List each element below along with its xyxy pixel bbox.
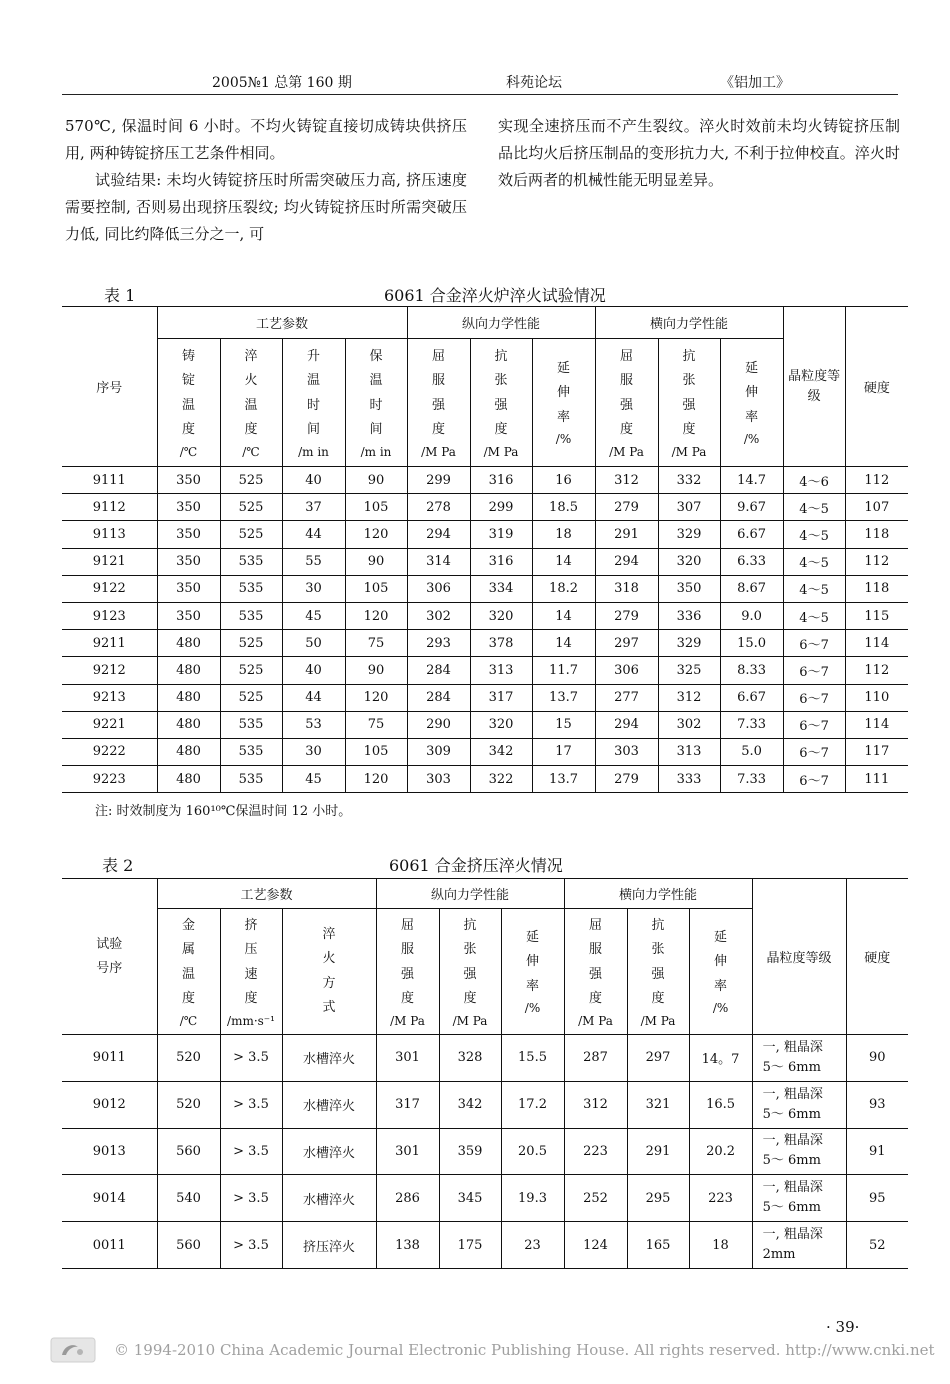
table-cell: 75 xyxy=(345,711,407,738)
table-cell: 118 xyxy=(845,575,908,602)
table-cell: 480 xyxy=(157,711,220,738)
table-cell: 306 xyxy=(595,657,658,684)
grain-cell xyxy=(752,1081,846,1128)
table-cell: 114 xyxy=(845,711,908,738)
table-cell: 297 xyxy=(595,630,658,657)
table-cell: 294 xyxy=(407,521,470,548)
table-cell: 295 xyxy=(627,1175,689,1222)
table-cell: 117 xyxy=(845,738,908,765)
table1-head-c4: 保温时间 /m in xyxy=(345,339,407,467)
table-cell: 303 xyxy=(407,766,470,793)
table-cell: 535 xyxy=(220,711,282,738)
table-cell: 378 xyxy=(470,630,532,657)
table-cell: 7.33 xyxy=(720,711,783,738)
table-cell: 302 xyxy=(658,711,720,738)
table-cell: 560 xyxy=(157,1222,220,1269)
table2 xyxy=(62,878,908,1269)
table-cell: 480 xyxy=(157,657,220,684)
table-cell: 540 xyxy=(157,1175,220,1222)
table-cell: 328 xyxy=(439,1035,501,1082)
table-cell: 45 xyxy=(282,602,345,629)
table-cell: 112 xyxy=(845,467,908,494)
table-cell: 334 xyxy=(470,575,532,602)
grain-cell xyxy=(752,1175,846,1222)
table-cell: 6～7 xyxy=(783,657,845,684)
table-cell: 14 xyxy=(532,548,595,575)
table1-head-c10: 延伸率 /% xyxy=(720,339,783,467)
right-paragraph-1: 实现全速挤压而不产生裂纹。淬火时效前未均火铸锭挤压制品比均火后挤压制品的变形抗力大, 不利于拉伸校直。淬火时效后两者的机械性能无明显差异。 xyxy=(498,117,900,189)
grain-line-2: 2mm xyxy=(762,1247,796,1263)
table-cell: 14 xyxy=(532,602,595,629)
table2-head-grain: 晶粒度等级 xyxy=(752,879,846,1035)
table-row xyxy=(62,630,908,657)
table-cell: 120 xyxy=(345,684,407,711)
table2-title: 6061 合金挤压淬火情况 xyxy=(389,856,563,875)
table-cell: 18.2 xyxy=(532,575,595,602)
table-cell: 279 xyxy=(595,494,658,521)
table1-head-c1: 铸锭温度 /℃ xyxy=(157,339,220,467)
table-cell: 75 xyxy=(345,630,407,657)
left-paragraph-2: 试验结果: 未均火铸锭挤压时所需突破压力高, 挤压速度需要控制, 否则易出现挤压裂纹; 均火铸锭挤压时所需突破压力低, 同比约降低三分之一, 可 xyxy=(65,171,467,243)
table-cell: 120 xyxy=(345,521,407,548)
table-cell: 14.7 xyxy=(720,467,783,494)
table-cell: 560 xyxy=(157,1128,220,1175)
table-row xyxy=(62,1128,908,1175)
table-cell: 319 xyxy=(470,521,532,548)
table-cell: 9011 xyxy=(62,1035,157,1082)
table-cell: 309 xyxy=(407,738,470,765)
table-cell: 8.67 xyxy=(720,575,783,602)
table-cell: 313 xyxy=(470,657,532,684)
grain-line-1: 一, 粗晶深 xyxy=(762,1086,823,1102)
table-row xyxy=(62,575,908,602)
table-cell: 313 xyxy=(658,738,720,765)
table-cell: 520 xyxy=(157,1035,220,1082)
table-cell: 9.67 xyxy=(720,494,783,521)
table2-head-c7: 屈服强度 /M Pa xyxy=(564,909,627,1035)
table-cell: 9223 xyxy=(62,766,157,793)
table-cell: 322 xyxy=(470,766,532,793)
table-cell: 350 xyxy=(157,602,220,629)
table2-head-process: 工艺参数 xyxy=(157,879,376,909)
table-cell: 9111 xyxy=(62,467,157,494)
table-cell: 8.33 xyxy=(720,657,783,684)
left-paragraph-1: 570℃, 保温时间 6 小时。不均火铸锭直接切成铸块供挤压用, 两种铸锭挤压工艺条件相同。 xyxy=(65,117,467,162)
table1-label: 表 1 xyxy=(104,286,136,305)
table-cell: 317 xyxy=(470,684,532,711)
table-cell: 277 xyxy=(595,684,658,711)
table-cell: 294 xyxy=(595,548,658,575)
table-cell: 90 xyxy=(345,548,407,575)
table-cell: 480 xyxy=(157,738,220,765)
table-cell: 120 xyxy=(345,602,407,629)
table-cell: 112 xyxy=(845,548,908,575)
table-cell: 15 xyxy=(532,711,595,738)
table-cell: 535 xyxy=(220,766,282,793)
table2-head-c4: 屈服强度 /M Pa xyxy=(376,909,439,1035)
table-cell: 挤压淬火 xyxy=(282,1222,376,1269)
table-cell: 40 xyxy=(282,657,345,684)
table-cell: > 3.5 xyxy=(220,1081,282,1128)
table-cell: 480 xyxy=(157,684,220,711)
table1-head-c8: 屈服强度 /M Pa xyxy=(595,339,658,467)
table-cell: 4～5 xyxy=(783,494,845,521)
table-row xyxy=(62,684,908,711)
table1-group-row xyxy=(62,307,908,339)
table-cell: 278 xyxy=(407,494,470,521)
table-cell: 18.5 xyxy=(532,494,595,521)
table-cell: 316 xyxy=(470,548,532,575)
table-cell: 252 xyxy=(564,1175,627,1222)
right-column xyxy=(498,113,900,194)
table-cell: 291 xyxy=(595,521,658,548)
table-cell: 4～5 xyxy=(783,521,845,548)
table-cell: 30 xyxy=(282,575,345,602)
grain-line-1: 一, 粗晶深 xyxy=(762,1180,823,1196)
copyright-text: © 1994-2010 China Academic Journal Electronic Publishing House. All rights reserved. http://www.cnki.net xyxy=(114,1341,935,1359)
table-cell: 111 xyxy=(845,766,908,793)
table-cell: 105 xyxy=(345,738,407,765)
table-cell: 317 xyxy=(376,1081,439,1128)
table-cell: 350 xyxy=(157,521,220,548)
table-cell: 299 xyxy=(407,467,470,494)
table-cell: 9123 xyxy=(62,602,157,629)
table-cell: 325 xyxy=(658,657,720,684)
table-row xyxy=(62,467,908,494)
table-cell: 9012 xyxy=(62,1081,157,1128)
table-cell: 345 xyxy=(439,1175,501,1222)
table2-head-c5: 抗张强度 /M Pa xyxy=(439,909,501,1035)
table-cell: 9.0 xyxy=(720,602,783,629)
table-cell: 107 xyxy=(845,494,908,521)
table1-subhead-row xyxy=(62,339,908,467)
table2-head-c3: 淬火方式 xyxy=(282,909,376,1035)
table-cell: 9121 xyxy=(62,548,157,575)
table-cell: 535 xyxy=(220,602,282,629)
table-cell: 165 xyxy=(627,1222,689,1269)
table-cell: 291 xyxy=(627,1128,689,1175)
table-row xyxy=(62,711,908,738)
table-row xyxy=(62,738,908,765)
table-cell: 287 xyxy=(564,1035,627,1082)
table-cell: 301 xyxy=(376,1035,439,1082)
grain-cell xyxy=(752,1222,846,1269)
table-cell: 17.2 xyxy=(501,1081,564,1128)
table-cell: 18 xyxy=(532,521,595,548)
table2-head-c8: 抗张强度 /M Pa xyxy=(627,909,689,1035)
table-cell: 90 xyxy=(345,467,407,494)
left-column xyxy=(65,113,467,248)
table-cell: 329 xyxy=(658,630,720,657)
table-cell: 50 xyxy=(282,630,345,657)
table-cell: 314 xyxy=(407,548,470,575)
table-cell: 312 xyxy=(658,684,720,711)
table-cell: 279 xyxy=(595,766,658,793)
table-cell: 6.33 xyxy=(720,548,783,575)
cnki-logo-icon xyxy=(50,1337,96,1363)
table-cell: 279 xyxy=(595,602,658,629)
table-cell: 297 xyxy=(627,1035,689,1082)
table-cell: 115 xyxy=(845,602,908,629)
table-cell: 6.67 xyxy=(720,684,783,711)
table-cell: 13.7 xyxy=(532,684,595,711)
table-cell: 水槽淬火 xyxy=(282,1081,376,1128)
table1-head-seq: 序号 xyxy=(62,307,157,467)
table-cell: 44 xyxy=(282,684,345,711)
table-row xyxy=(62,602,908,629)
table-cell: 95 xyxy=(846,1175,908,1222)
table-cell: 302 xyxy=(407,602,470,629)
table-cell: 55 xyxy=(282,548,345,575)
table-cell: 9013 xyxy=(62,1128,157,1175)
table-cell: 9212 xyxy=(62,657,157,684)
grain-cell xyxy=(752,1035,846,1082)
table-cell: 9113 xyxy=(62,521,157,548)
table-cell: 307 xyxy=(658,494,720,521)
table-cell: 水槽淬火 xyxy=(282,1128,376,1175)
table-cell: 7.33 xyxy=(720,766,783,793)
table-cell: 9222 xyxy=(62,738,157,765)
table-cell: 6～7 xyxy=(783,738,845,765)
table-cell: 15.5 xyxy=(501,1035,564,1082)
table-cell: 294 xyxy=(595,711,658,738)
table1-head-c5: 屈服强度 /M Pa xyxy=(407,339,470,467)
grain-line-2: 5～ 6mm xyxy=(762,1059,821,1075)
table-cell: 525 xyxy=(220,657,282,684)
table-cell: > 3.5 xyxy=(220,1128,282,1175)
table-cell: 16.5 xyxy=(689,1081,752,1128)
table-cell: 17 xyxy=(532,738,595,765)
table-cell: 118 xyxy=(845,521,908,548)
table-cell: 301 xyxy=(376,1128,439,1175)
table-cell: 223 xyxy=(689,1175,752,1222)
table1-title: 6061 合金淬火炉淬火试验情况 xyxy=(384,286,606,305)
table-cell: 93 xyxy=(846,1081,908,1128)
table-cell: 336 xyxy=(658,602,720,629)
table-cell: 290 xyxy=(407,711,470,738)
table2-head-seq: 试验号序 xyxy=(62,879,157,1035)
grain-line-2: 5～ 6mm xyxy=(762,1106,821,1122)
table-cell: 112 xyxy=(845,657,908,684)
table-cell: 535 xyxy=(220,548,282,575)
table-cell: 11.7 xyxy=(532,657,595,684)
table-cell: 16 xyxy=(532,467,595,494)
grain-line-1: 一, 粗晶深 xyxy=(762,1227,823,1243)
page-number: · 39· xyxy=(826,1318,860,1336)
table-cell: 312 xyxy=(595,467,658,494)
table-cell: 0011 xyxy=(62,1222,157,1269)
table1-head-hard: 硬度 xyxy=(845,307,908,467)
table-cell: 44 xyxy=(282,521,345,548)
table-cell: 535 xyxy=(220,575,282,602)
table1-note: 注: 时效制度为 160¹⁰℃保温时间 12 小时。 xyxy=(95,804,352,819)
grain-line-1: 一, 粗晶深 xyxy=(762,1039,823,1055)
table2-head-c1: 金属温度 /℃ xyxy=(157,909,220,1035)
table1-head-c6: 抗张强度 /M Pa xyxy=(470,339,532,467)
table-cell: 316 xyxy=(470,467,532,494)
table-cell: 90 xyxy=(345,657,407,684)
table2-group-row xyxy=(62,879,908,909)
table-cell: 105 xyxy=(345,494,407,521)
table1-head-c3: 升温时间 /m in xyxy=(282,339,345,467)
table-cell: 138 xyxy=(376,1222,439,1269)
table-cell: 110 xyxy=(845,684,908,711)
table-cell: 14 xyxy=(532,630,595,657)
table-row xyxy=(62,1081,908,1128)
table-cell: 320 xyxy=(658,548,720,575)
table-cell: 320 xyxy=(470,711,532,738)
table-cell: 350 xyxy=(658,575,720,602)
table-cell: 20.2 xyxy=(689,1128,752,1175)
table-cell: 6.67 xyxy=(720,521,783,548)
table-cell: 525 xyxy=(220,467,282,494)
table-cell: > 3.5 xyxy=(220,1175,282,1222)
table-cell: 14。7 xyxy=(689,1035,752,1082)
table-cell: 350 xyxy=(157,494,220,521)
table-row xyxy=(62,1035,908,1082)
table-cell: 318 xyxy=(595,575,658,602)
table-cell: 342 xyxy=(439,1081,501,1128)
table-cell: 水槽淬火 xyxy=(282,1035,376,1082)
table-cell: 18 xyxy=(689,1222,752,1269)
table-cell: 525 xyxy=(220,630,282,657)
table-cell: 480 xyxy=(157,630,220,657)
table-cell: 332 xyxy=(658,467,720,494)
table-cell: 13.7 xyxy=(532,766,595,793)
table-row xyxy=(62,657,908,684)
table-cell: 105 xyxy=(345,575,407,602)
table1-body xyxy=(62,467,908,793)
table2-head-trans: 横向力学性能 xyxy=(564,879,752,909)
table-cell: 223 xyxy=(564,1128,627,1175)
table1-head-c2: 淬火温度 /℃ xyxy=(220,339,282,467)
table-row xyxy=(62,494,908,521)
table1-head-trans: 横向力学性能 xyxy=(595,307,783,339)
table-cell: 525 xyxy=(220,684,282,711)
running-header xyxy=(62,70,898,95)
table-cell: 312 xyxy=(564,1081,627,1128)
table2-head-c2: 挤压速度 /mm·s⁻¹ xyxy=(220,909,282,1035)
table-cell: 299 xyxy=(470,494,532,521)
table-cell: 20.5 xyxy=(501,1128,564,1175)
table-row xyxy=(62,548,908,575)
section-label: 科苑论坛 xyxy=(506,75,562,91)
grain-line-2: 5～ 6mm xyxy=(762,1200,821,1216)
table-cell: 23 xyxy=(501,1222,564,1269)
table-cell: 4～6 xyxy=(783,467,845,494)
table-cell: 6～7 xyxy=(783,630,845,657)
table-cell: 284 xyxy=(407,684,470,711)
table-cell: 359 xyxy=(439,1128,501,1175)
grain-line-2: 5～ 6mm xyxy=(762,1153,821,1169)
table-cell: 284 xyxy=(407,657,470,684)
table-cell: 9213 xyxy=(62,684,157,711)
table-cell: 350 xyxy=(157,575,220,602)
table-row xyxy=(62,766,908,793)
table-cell: 9014 xyxy=(62,1175,157,1222)
table-cell: 37 xyxy=(282,494,345,521)
table-row xyxy=(62,521,908,548)
table-cell: 90 xyxy=(846,1035,908,1082)
grain-cell xyxy=(752,1128,846,1175)
table-cell: 333 xyxy=(658,766,720,793)
table-cell: 91 xyxy=(846,1128,908,1175)
table-cell: 5.0 xyxy=(720,738,783,765)
table-row xyxy=(62,1222,908,1269)
table1-head-c9: 抗张强度 /M Pa xyxy=(658,339,720,467)
table-cell: 329 xyxy=(658,521,720,548)
table2-head-c6: 延伸率 /% xyxy=(501,909,564,1035)
table1-head-grain: 晶粒度等级 xyxy=(783,307,845,467)
table-cell: 321 xyxy=(627,1081,689,1128)
table-cell: 320 xyxy=(470,602,532,629)
grain-line-1: 一, 粗晶深 xyxy=(762,1133,823,1149)
table2-body xyxy=(62,1035,908,1269)
table-cell: 4～5 xyxy=(783,548,845,575)
table-cell: 15.0 xyxy=(720,630,783,657)
table-cell: 53 xyxy=(282,711,345,738)
table-cell: 9112 xyxy=(62,494,157,521)
table2-head-hard: 硬度 xyxy=(846,879,908,1035)
table-cell: 6～7 xyxy=(783,684,845,711)
table1 xyxy=(62,306,908,793)
table-cell: 6～7 xyxy=(783,711,845,738)
journal-label: 《铝加工》 xyxy=(720,75,790,91)
table-cell: 535 xyxy=(220,738,282,765)
table-cell: 114 xyxy=(845,630,908,657)
table-cell: 水槽淬火 xyxy=(282,1175,376,1222)
table-cell: 350 xyxy=(157,467,220,494)
table1-head-long: 纵向力学性能 xyxy=(407,307,595,339)
table2-head-c9: 延伸率 /% xyxy=(689,909,752,1035)
table-cell: 9211 xyxy=(62,630,157,657)
table-cell: 350 xyxy=(157,548,220,575)
table-cell: 30 xyxy=(282,738,345,765)
issue-label: 2005№1 总第 160 期 xyxy=(212,75,352,91)
table-cell: 4～5 xyxy=(783,575,845,602)
table-cell: 342 xyxy=(470,738,532,765)
table-row xyxy=(62,1175,908,1222)
table-cell: 175 xyxy=(439,1222,501,1269)
table-cell: 525 xyxy=(220,521,282,548)
table2-head-long: 纵向力学性能 xyxy=(376,879,564,909)
table-cell: 303 xyxy=(595,738,658,765)
table-cell: 45 xyxy=(282,766,345,793)
table-cell: > 3.5 xyxy=(220,1035,282,1082)
table1-head-c7: 延伸率 /% xyxy=(532,339,595,467)
table-cell: 286 xyxy=(376,1175,439,1222)
table-cell: 124 xyxy=(564,1222,627,1269)
table-cell: 9122 xyxy=(62,575,157,602)
table-cell: 480 xyxy=(157,766,220,793)
table-cell: 293 xyxy=(407,630,470,657)
table-cell: > 3.5 xyxy=(220,1222,282,1269)
table-cell: 4～5 xyxy=(783,602,845,629)
table-cell: 40 xyxy=(282,467,345,494)
footer xyxy=(48,1335,935,1365)
table-cell: 120 xyxy=(345,766,407,793)
table-cell: 19.3 xyxy=(501,1175,564,1222)
table-cell: 520 xyxy=(157,1081,220,1128)
table-cell: 306 xyxy=(407,575,470,602)
table-cell: 9221 xyxy=(62,711,157,738)
table1-head-process: 工艺参数 xyxy=(157,307,407,339)
table-cell: 6～7 xyxy=(783,766,845,793)
table-cell: 525 xyxy=(220,494,282,521)
table-cell: 52 xyxy=(846,1222,908,1269)
table2-label: 表 2 xyxy=(102,856,134,875)
